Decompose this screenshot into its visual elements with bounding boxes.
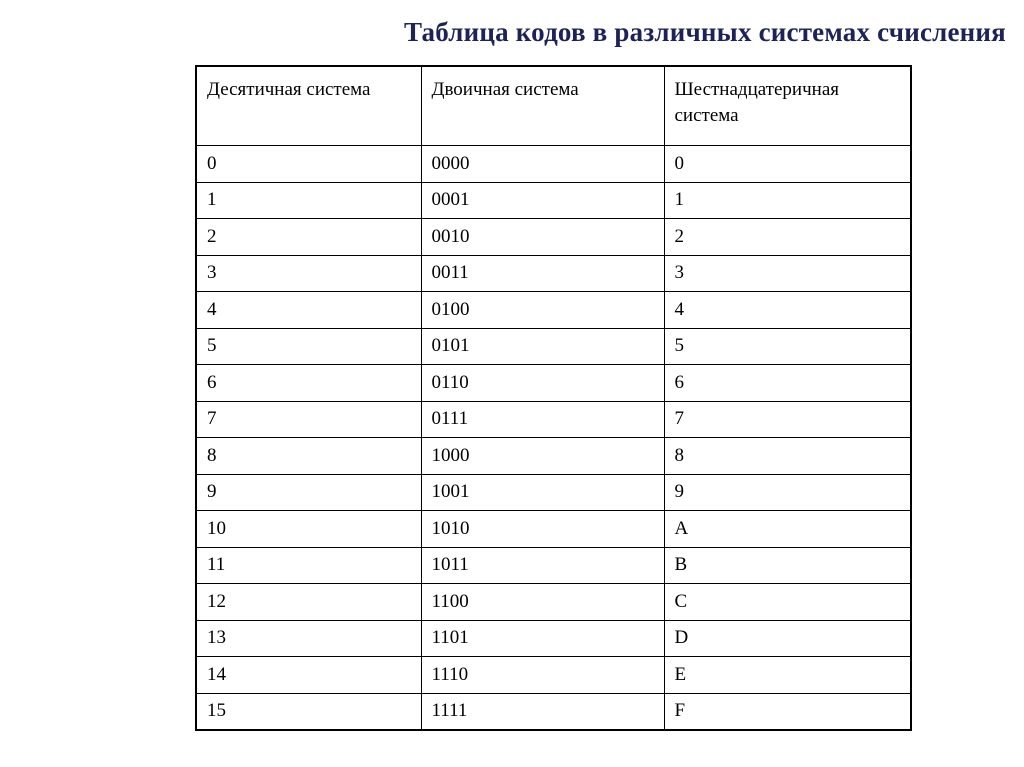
slide-title: Таблица кодов в различных системах счисления [403, 17, 1006, 47]
cell-hexadecimal: D [664, 620, 911, 657]
cell-decimal: 7 [196, 401, 421, 438]
cell-decimal: 14 [196, 657, 421, 694]
cell-decimal: 5 [196, 328, 421, 365]
cell-binary: 0101 [421, 328, 664, 365]
cell-decimal: 1 [196, 182, 421, 219]
cell-binary: 1000 [421, 438, 664, 475]
table-row [196, 693, 911, 730]
cell-decimal: 9 [196, 474, 421, 511]
cell-binary: 1110 [421, 657, 664, 694]
cell-decimal: 12 [196, 584, 421, 621]
cell-decimal: 4 [196, 292, 421, 329]
table-row [196, 584, 911, 621]
table-row [196, 401, 911, 438]
cell-decimal: 10 [196, 511, 421, 548]
cell-binary: 1111 [421, 693, 664, 730]
cell-binary: 0010 [421, 219, 664, 256]
cell-hexadecimal: 7 [664, 401, 911, 438]
cell-decimal: 6 [196, 365, 421, 402]
header-binary: Двоичная система [421, 66, 664, 146]
header-hexadecimal: Шестнадцатеричная система [664, 66, 911, 146]
cell-hexadecimal: 0 [664, 146, 911, 183]
table-row [196, 474, 911, 511]
cell-hexadecimal: 6 [664, 365, 911, 402]
cell-hexadecimal: E [664, 657, 911, 694]
cell-binary: 1011 [421, 547, 664, 584]
number-systems-table [195, 65, 912, 731]
table-row [196, 438, 911, 475]
cell-hexadecimal: B [664, 547, 911, 584]
cell-decimal: 13 [196, 620, 421, 657]
cell-decimal: 2 [196, 219, 421, 256]
cell-decimal: 3 [196, 255, 421, 292]
cell-binary: 0111 [421, 401, 664, 438]
table-row [196, 547, 911, 584]
cell-binary: 1001 [421, 474, 664, 511]
header-decimal: Десятичная система [196, 66, 421, 146]
table-row [196, 511, 911, 548]
cell-hexadecimal: 9 [664, 474, 911, 511]
table-row [196, 146, 911, 183]
table-row [196, 182, 911, 219]
table-row [196, 620, 911, 657]
cell-binary: 0100 [421, 292, 664, 329]
cell-binary: 0000 [421, 146, 664, 183]
cell-binary: 0110 [421, 365, 664, 402]
cell-hexadecimal: C [664, 584, 911, 621]
table-row [196, 255, 911, 292]
cell-binary: 1010 [421, 511, 664, 548]
table-row [196, 328, 911, 365]
cell-hexadecimal: 3 [664, 255, 911, 292]
cell-decimal: 11 [196, 547, 421, 584]
cell-hexadecimal: A [664, 511, 911, 548]
cell-binary: 1100 [421, 584, 664, 621]
table-header-row [196, 66, 911, 146]
cell-binary: 0011 [421, 255, 664, 292]
cell-binary: 0001 [421, 182, 664, 219]
cell-hexadecimal: 4 [664, 292, 911, 329]
table-row [196, 365, 911, 402]
table-row [196, 292, 911, 329]
cell-binary: 1101 [421, 620, 664, 657]
cell-decimal: 15 [196, 693, 421, 730]
cell-decimal: 0 [196, 146, 421, 183]
cell-hexadecimal: 8 [664, 438, 911, 475]
cell-hexadecimal: 2 [664, 219, 911, 256]
table-row [196, 219, 911, 256]
cell-decimal: 8 [196, 438, 421, 475]
cell-hexadecimal: F [664, 693, 911, 730]
cell-hexadecimal: 5 [664, 328, 911, 365]
table-row [196, 657, 911, 694]
cell-hexadecimal: 1 [664, 182, 911, 219]
